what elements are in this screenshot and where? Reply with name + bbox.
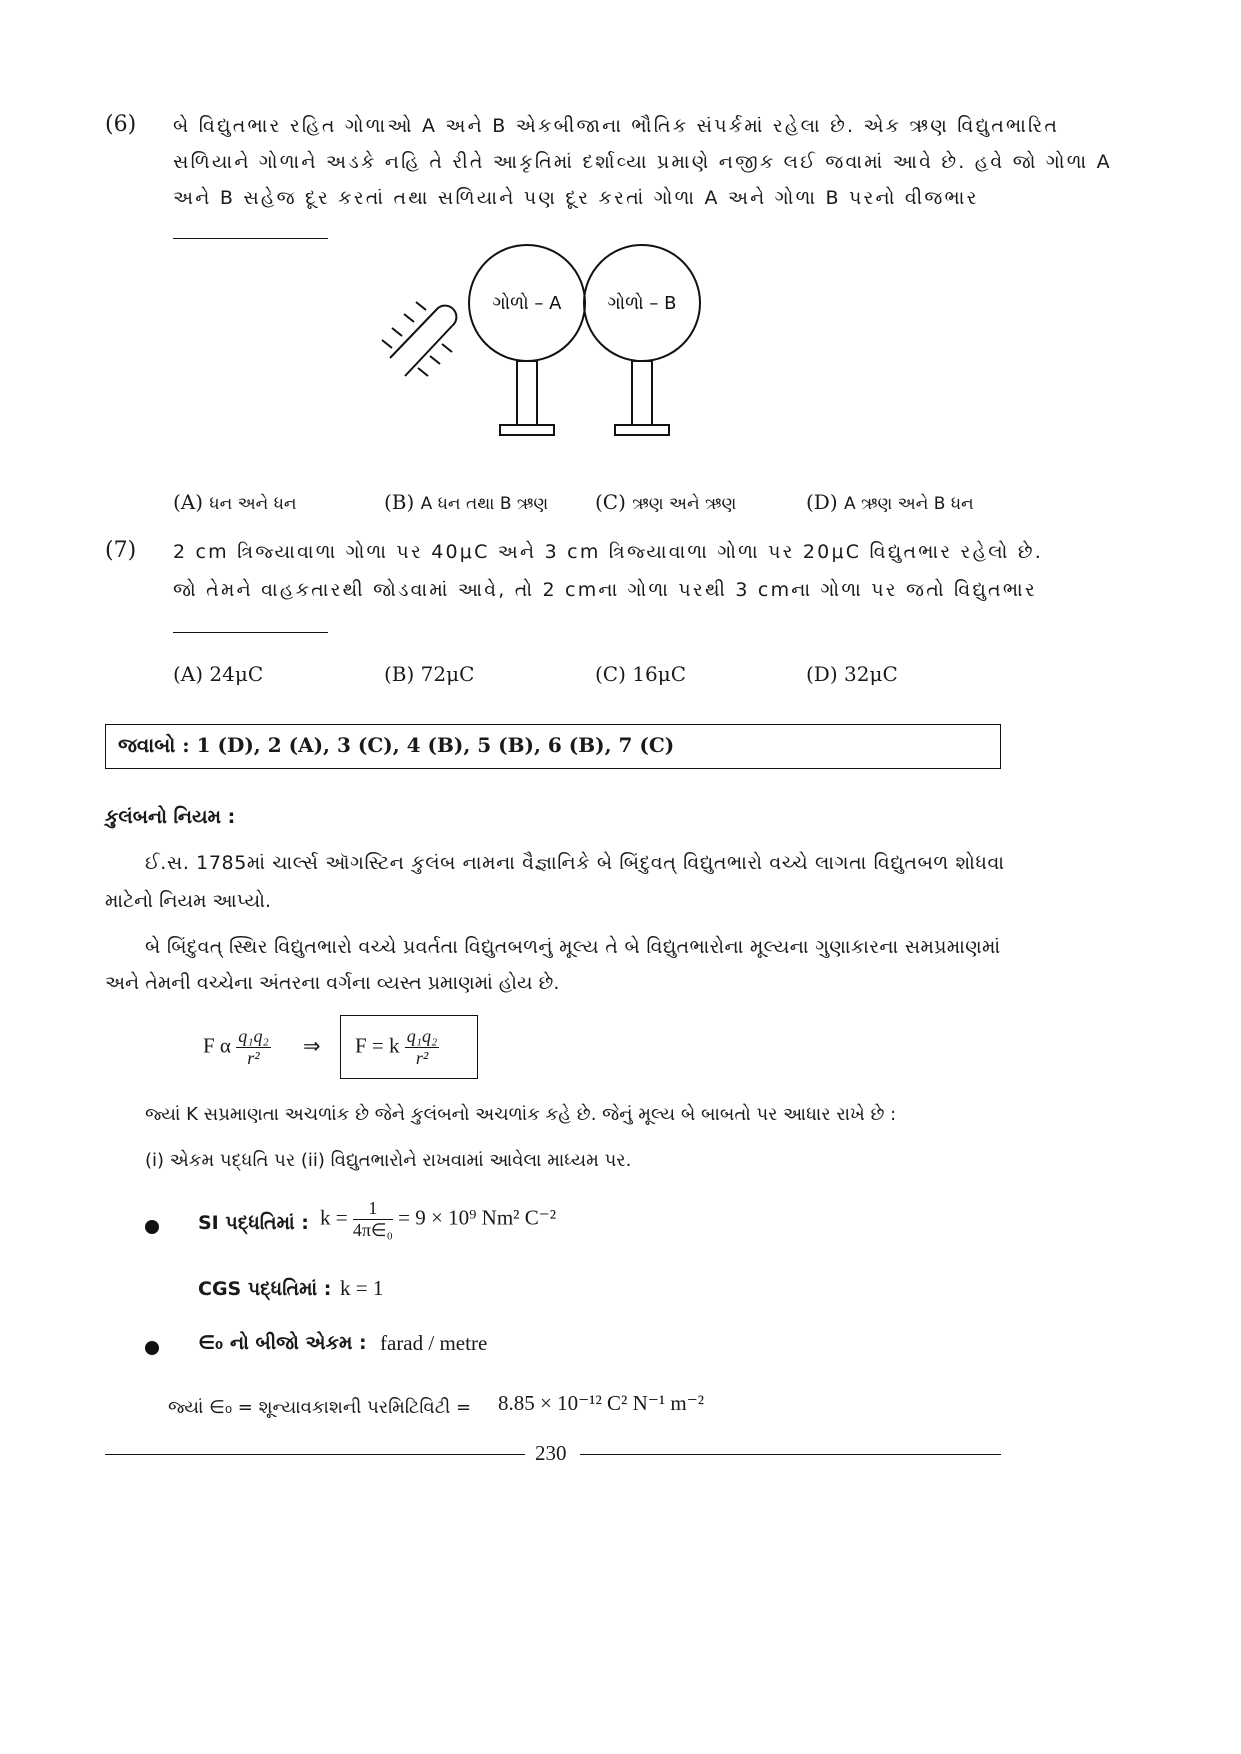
- option-text: 32μC: [844, 662, 898, 686]
- sphere-a-label: ગોળો – A: [492, 293, 562, 314]
- si-frac-denominator: 4π∈₀: [352, 1220, 393, 1240]
- q6-answer-blank: [173, 238, 328, 239]
- eps-unit: farad / metre: [380, 1331, 488, 1355]
- eps-line-prefix: જ્યાં ∈₀ = શૂન્યાવકાશની પરમિટિવિટી =: [168, 1397, 472, 1418]
- q7-option-d[interactable]: [806, 662, 898, 686]
- formula-right: F = k: [355, 1033, 400, 1058]
- q7-answer-blank: [173, 632, 328, 633]
- option-label: (D): [806, 490, 838, 514]
- option-text: ધન અને ધન: [209, 494, 297, 514]
- spheres-figure: [370, 240, 710, 455]
- q7-option-b[interactable]: [384, 662, 474, 686]
- q7-line-2: જો તેમને વાહકતારથી જોડવામાં આવે, તો 2 cmના ગોળા પરથી 3 cmના ગોળા પર જતો વિદ્યુતભાર: [173, 579, 1037, 601]
- coulomb-para1-line2: માટેનો નિયમ આપ્યો.: [105, 890, 271, 912]
- coulomb-heading: કુલંબનો નિયમ :: [105, 806, 236, 828]
- q6-line-2: સળિયાને ગોળાને અડકે નહિ તે રીતે આકૃતિમાં દર્શાવ્યા પ્રમાણે નજીક લઈ જવામાં આવે છે. હવે જો ગોળા A: [173, 151, 1112, 173]
- q7-line-1: 2 cm ત્રિજ્યાવાળા ગોળા પર 40μC અને 3 cm ત્રિજ્યાવાળા ગોળા પર 20μC વિદ્યુતભાર રહેલો છે.: [173, 541, 1043, 563]
- option-text: A ઋણ અને B ધન: [844, 494, 974, 514]
- frac-numerator: q₁q₂: [238, 1026, 269, 1046]
- coulomb-formula-box: [340, 1015, 478, 1079]
- footer-rule-left: [105, 1454, 525, 1455]
- q6-line-1: બે વિદ્યુતભાર રહિત ગોળાઓ A અને B એકબીજાના ભૌતિક સંપર્કમાં રહેલા છે. એક ઋણ વિદ્યુતભારિત: [173, 115, 1060, 137]
- eps-label: ∈₀ નો બીજો એકમ :: [198, 1332, 367, 1354]
- q6-number: (6): [105, 112, 137, 137]
- option-label: (C): [595, 490, 626, 514]
- q7-number: (7): [105, 538, 137, 563]
- implies-arrow: ⇒: [303, 1034, 321, 1058]
- charged-rod: [382, 302, 456, 376]
- si-label: SI પદ્ધતિમાં :: [198, 1212, 309, 1234]
- option-label: (B): [384, 662, 415, 686]
- page-number: 230: [535, 1441, 567, 1465]
- coulomb-para2-line1: બે બિંદુવત્ સ્થિર વિદ્યુતભારો વચ્ચે પ્રવર્તતા વિદ્યુતબળનું મૂલ્ય તે બે વિદ્યુતભારોના મૂલ્યના ગુણાકારના સમપ્રમાણમાં: [145, 936, 1001, 958]
- sphere-a: [469, 245, 585, 435]
- sphere-b: [584, 245, 700, 435]
- q6-option-b[interactable]: [384, 490, 548, 514]
- option-label: (A): [173, 662, 204, 686]
- footer-rule-right: [580, 1454, 1001, 1455]
- proportionality-formula: [203, 1026, 271, 1069]
- cgs-value: k = 1: [340, 1276, 384, 1300]
- option-label: (C): [595, 662, 626, 686]
- depends-line: (i) એકમ પદ્ધતિ પર (ii) વિદ્યુતભારોને રાખવામાં આવેલા માધ્યમ પર.: [145, 1150, 632, 1171]
- option-text: 24μC: [209, 662, 264, 686]
- si-formula: [320, 1198, 556, 1241]
- option-label: (A): [173, 490, 204, 514]
- si-k: k =: [320, 1205, 348, 1230]
- q6-option-a[interactable]: [173, 490, 297, 514]
- bullet: [145, 1341, 159, 1355]
- option-label: (D): [806, 662, 838, 686]
- cgs-label: CGS પદ્ધતિમાં :: [198, 1278, 332, 1300]
- si-frac-numerator: 1: [353, 1198, 393, 1220]
- sphere-b-label: ગોળો – B: [607, 293, 677, 314]
- frac-denominator: r²: [415, 1048, 429, 1068]
- option-text: A ધન તથા B ઋણ: [420, 494, 549, 514]
- answers-box: [105, 724, 1001, 769]
- q6-option-d[interactable]: [806, 490, 974, 514]
- k-constant-line: જ્યાં K સપ્રમાણતા અચળાંક છે જેને કુલંબનો અચળાંક કહે છે. જેનું મૂલ્ય બે બાબતો પર આધાર રાખે છે :: [145, 1104, 897, 1125]
- q6-option-c[interactable]: [595, 490, 736, 514]
- option-text: 72μC: [420, 662, 475, 686]
- q6-line-3: અને B સહેજ દૂર કરતાં તથા સળિયાને પણ દૂર કરતાં ગોળા A અને ગોળા B પરનો વીજભાર: [173, 187, 979, 209]
- coulomb-para2-line2: અને તેમની વચ્ચેના અંતરના વર્ગના વ્યસ્ત પ્રમાણમાં હોય છે.: [105, 972, 560, 994]
- option-text: 16μC: [632, 662, 687, 686]
- option-label: (B): [384, 490, 415, 514]
- option-text: ઋણ અને ઋણ: [632, 494, 737, 514]
- q7-option-c[interactable]: [595, 662, 686, 686]
- frac-denominator: r²: [247, 1048, 260, 1068]
- q7-option-a[interactable]: [173, 662, 263, 686]
- coulomb-para1-line1: ઈ.સ. 1785માં ચાર્લ્સ ઑગસ્ટિન કુલંબ નામના વૈજ્ઞાનિકે બે બિંદુવત્ વિદ્યુતભારો વચ્ચે લાગતા વિદ્યુતબળ શોધવા: [145, 852, 1005, 874]
- formula-left: F α: [203, 1033, 231, 1058]
- frac-numerator: q₁q₂: [406, 1026, 438, 1046]
- eps-value: 8.85 × 10⁻¹² C² N⁻¹ m⁻²: [498, 1391, 705, 1415]
- si-value: = 9 × 10⁹ Nm² C⁻²: [398, 1205, 557, 1230]
- bullet: [145, 1220, 159, 1234]
- answers-text: જવાબો : 1 (D), 2 (A), 3 (C), 4 (B), 5 (B), 6 (B), 7 (C): [118, 733, 675, 757]
